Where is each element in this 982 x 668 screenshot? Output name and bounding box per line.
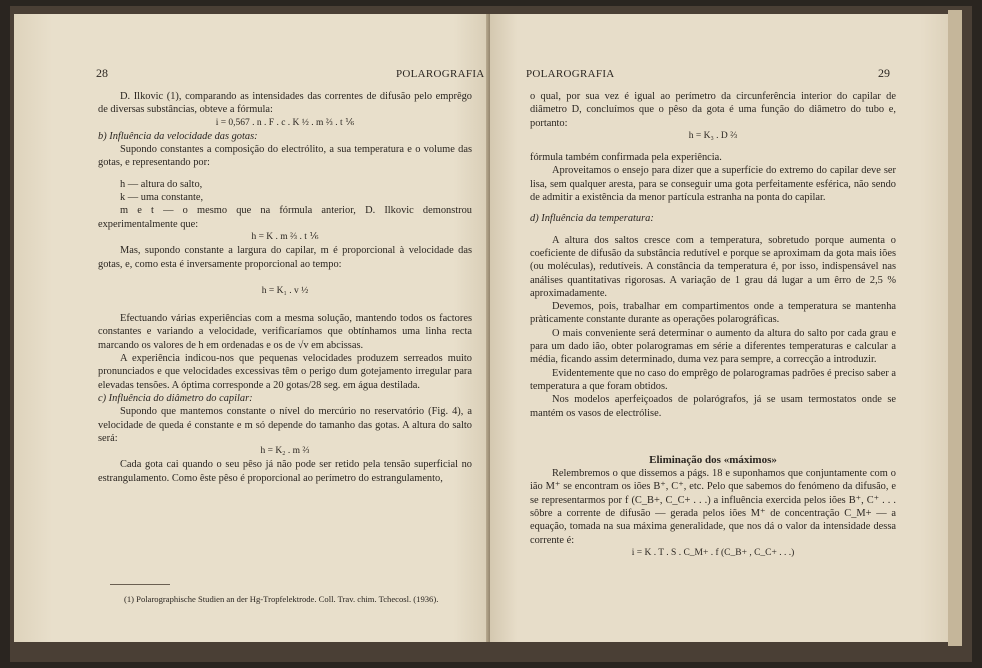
paragraph: A experiência indicou-nos que pequenas velocidades produzem serreados muito pronunciados e que velocidades excessivas têm o perigo dum gotejamento irregular para elevadas tensões. A óptima corresponde a 20 gotas/28 seg. em água destilada.	[98, 353, 472, 391]
section-title: Eliminação dos «máximos»	[649, 453, 777, 466]
right-page	[490, 14, 948, 642]
page-edge	[948, 10, 962, 646]
formula: h = K₂ . m ⅔	[260, 446, 310, 457]
paragraph: Mas, supondo constante a largura do capilar, m é proporcional à velocidade das gotas, e, como esta é inversamente proporcional ao tempo:	[98, 245, 472, 270]
formula: h = K . m ⅔ . t ⅙	[251, 231, 319, 242]
paragraph: O mais conveniente será determinar o aumento da altura do salto por cada grau e para um dado ião, obter polarogramas em série a diferentes temperaturas e calcular a média, ficando assim determinado, duma vez para sempre, a correcção a introduzir.	[530, 327, 896, 366]
left-page	[14, 14, 492, 642]
paragraph: Relembremos o que dissemos a págs. 18 e suponhamos que conjuntamente com o ião M⁺ se encontram os iões B⁺, C⁺, etc. Pelo que sabemos do fenómeno da difusão, e se representarmos por f (C_B+, C_C+ . . .) a influência exercida pelos iões B⁺, C⁺ . . . sôbre a corrente de difusão — gerada pelos iões M⁺ de concentração C_M+ — a equação, tomada na sua máxima generalidade, que nos dá o valor da intensidade dessa corrente é:	[530, 468, 896, 546]
section-heading: d) Influência da temperatura:	[530, 213, 654, 225]
paragraph: Cada gota cai quando o seu pêso já não pode ser retido pela tensão superficial no estrangulamento. Como êste pêso é proporcional ao perímetro do estrangulamento,	[98, 459, 472, 484]
formula: i = K . T . S . C_M+ . f (C_B+ , C_C+ . . .)	[631, 547, 795, 558]
paragraph: A altura dos saltos cresce com a temperatura, sobretudo porque aumenta o coeficiente de difusão da substância redutível e porque se aproximam da gota mais iões (ou moléculas), redutíveis. A constância da temperatura é, por isso, indispensável nas análises quantitativas rigorosas. A variação de 1 grau dá lugar a um êrro de 2,5 % aproximadamente.	[530, 234, 896, 299]
list-item: h — altura do salto,	[120, 178, 203, 190]
paragraph: Supondo que mantemos constante o nível do mercúrio no reservatório (Fig. 4), a velocidade de queda é constante e m só depende do tamanho das gotas. A altura do salto será:	[98, 406, 472, 444]
paragraph: D. Ilkovic (1), comparando as intensidades das correntes de difusão pelo emprêgo de diversas substâncias, obteve a fórmula:	[98, 91, 472, 116]
list-item: m e t — o mesmo que na fórmula anterior, D. Ilkovic demonstrou experimentalmente que:	[98, 205, 472, 230]
footnote: (1) Polarographische Studien an der Hg-Tropfelektrode. Coll. Trav. chim. Tchecosl. (1936).	[124, 594, 439, 604]
page-number: 28	[96, 66, 108, 80]
formula: h = K₁ . v ½	[261, 285, 309, 296]
running-header: POLAROGRAFIA	[396, 68, 485, 80]
paragraph: Nos modelos aperfeiçoados de polarógrafos, já se usam termostatos onde se mantém os vasos de electrólise.	[530, 394, 896, 419]
paragraph: fórmula também confirmada pela experiência.	[530, 152, 722, 164]
running-header: POLAROGRAFIA	[526, 68, 615, 80]
right-body	[530, 90, 896, 560]
paragraph: Supondo constantes a composição do electrólito, a sua temperatura e o volume das gotas, e representando por:	[98, 144, 472, 169]
section-heading: c) Influência do diâmetro do capilar:	[98, 392, 253, 404]
paragraph: Aproveitamos o ensejo para dizer que a superfície do extremo do capilar deve ser lisa, sem qualquer aresta, para se conseguir uma gota perfeitamente esférica, não sendo de admitir a existência da menor partícula estranha na ponta do capilar.	[530, 165, 896, 204]
paragraph: o qual, por sua vez é igual ao perímetro da circunferência interior do capilar de diâmetro D, concluímos que o pêso da gota é uma função do diâmetro do tubo e, portanto:	[530, 91, 896, 129]
paragraph: Devemos, pois, trabalhar em compartimentos onde a temperatura se mantenha pràticamente constante durante as operações polarográficas.	[530, 301, 896, 326]
formula: h = K₃ . D ⅔	[688, 130, 738, 141]
section-heading: b) Influência da velocidade das gotas:	[98, 130, 258, 142]
formula: i = 0,567 . n . F . c . K ½ . m ⅔ . t ⅙	[215, 117, 355, 128]
paragraph: Efectuando várias experiências com a mesma solução, mantendo todos os factores constantes e variando a velocidade, verificaríamos que obtínhamos uma linha recta marcando os valores de h em ordenadas e os de √v em abcissas.	[98, 313, 472, 351]
footnote-rule	[110, 584, 170, 585]
list-item: k — uma constante,	[120, 192, 204, 204]
left-body	[98, 90, 472, 485]
paragraph: Evidentemente que no caso do emprêgo de polarogramas padrões é preciso saber a temperatura a que foram obtidos.	[530, 367, 896, 392]
page-number: 29	[878, 66, 890, 80]
